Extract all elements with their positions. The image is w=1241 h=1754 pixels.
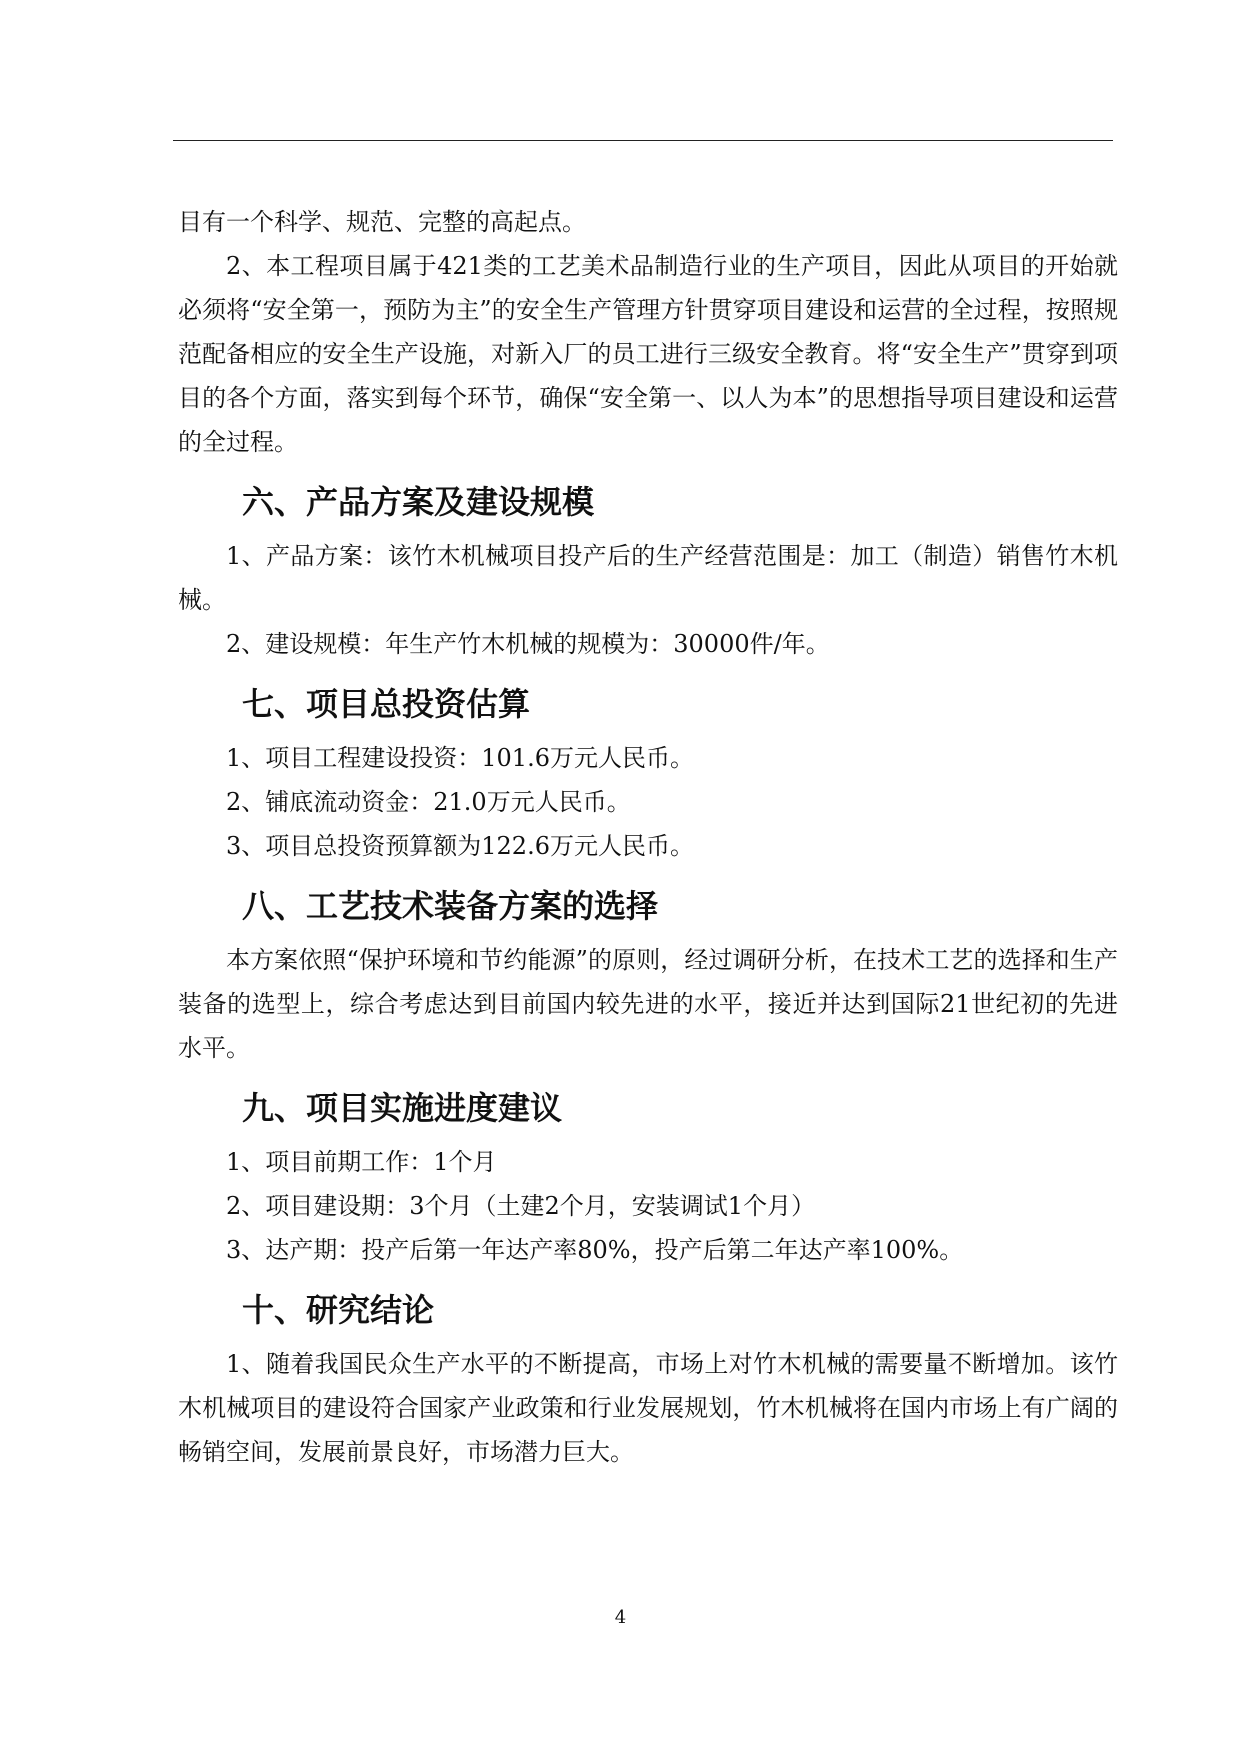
header-rule [173,140,1113,141]
paragraph-safety: 2、本工程项目属于421类的工艺美术品制造行业的生产项目，因此从项目的开始就必须将“安全第一，预防为主”的安全生产管理方针贯穿项目建设和运营的全过程，按照规范配备相应的安全生产设施，对新入厂的员工进行三级安全教育。将“安全生产”贯穿到项目的各个方面，落实到每个环节，确保“安全第一、以人为本”的思想指导项目建设和运营的全过程。 [178,252,1118,456]
paragraph-intro-continuation: 目有一个科学、规范、完整的高起点。 [178,208,586,236]
section-heading-8: 八、工艺技术装备方案的选择 [242,887,659,925]
paragraph-conclusion: 1、随着我国民众生产水平的不断提高，市场上对竹木机械的需要量不断增加。该竹木机械项目的建设符合国家产业政策和行业发展规划，竹木机械将在国内市场上有广阔的畅销空间，发展前景良好，市场潜力巨大。 [178,1350,1118,1466]
document-body [178,200,1118,1474]
page-number: 4 [614,1607,627,1628]
paragraph-construction-scale: 2、建设规模：年生产竹木机械的规模为：30000件/年。 [226,630,830,658]
paragraph-technology-plan: 本方案依照“保护环境和节约能源”的原则，经过调研分析，在技术工艺的选择和生产装备的选型上，综合考虑达到目前国内较先进的水平，接近并达到国际21世纪初的先进水平。 [178,946,1118,1062]
paragraph-construction-period: 2、项目建设期：3个月（土建2个月，安装调试1个月） [226,1192,816,1220]
paragraph-product-plan: 1、产品方案：该竹木机械项目投产后的生产经营范围是：加工（制造）销售竹木机械。 [178,542,1118,614]
paragraph-preliminary-work: 1、项目前期工作：1个月 [226,1148,497,1176]
paragraph-production-period: 3、达产期：投产后第一年达产率80%，投产后第二年达产率100%。 [226,1236,964,1264]
section-heading-6: 六、产品方案及建设规模 [242,483,595,521]
section-heading-10: 十、研究结论 [242,1291,435,1329]
paragraph-total-investment: 3、项目总投资预算额为122.6万元人民币。 [226,832,694,860]
paragraph-working-capital: 2、铺底流动资金：21.0万元人民币。 [226,788,631,816]
section-heading-9: 九、项目实施进度建议 [242,1089,563,1127]
section-heading-7: 七、项目总投资估算 [242,685,531,723]
paragraph-construction-investment: 1、项目工程建设投资：101.6万元人民币。 [226,744,694,772]
